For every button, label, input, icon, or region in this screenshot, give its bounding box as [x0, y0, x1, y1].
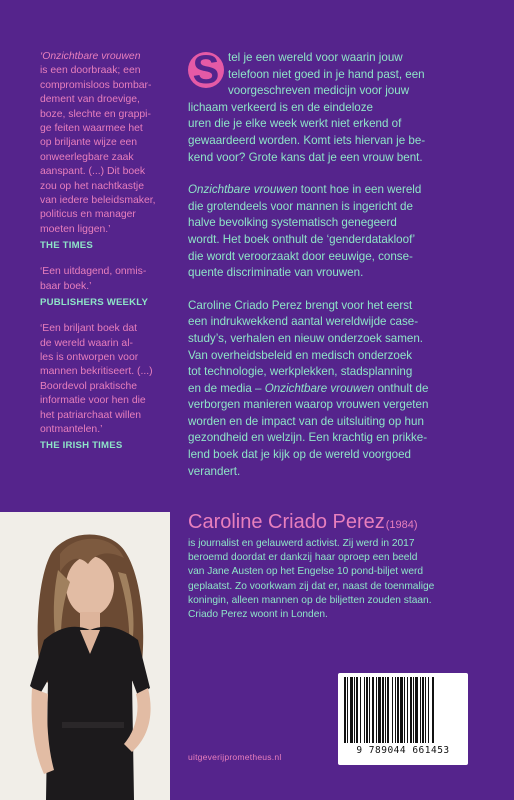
paragraph-1-text: tel je een wereld voor waarin jouw telefoon niet goed in je hand past, een voorgeschreven medicijn voor jouw lichaam verkeerd is en de eindeloze uren die je elke week werkt niet erkend of gewaardeerd worden. Komt iets hiervan je be- kend voor? Grote kans dat je een vrouw bent. [188, 51, 426, 164]
paragraph-2 [188, 182, 488, 282]
paragraph-2-text: toont hoe in een wereld die grotendeels voor mannen is ingericht de halve bevolking systematisch genegeerd wordt. Het boek onthult de ‘genderdatakloof’ die wordt veroorzaakt door eeuwige, conse- quente discriminatie van vrouwen. [188, 183, 422, 280]
author-heading [188, 510, 498, 537]
paragraph-3-text-a: Caroline Criado Perez brengt voor het eerst een indrukwekkend aantal wereldwijde case- study’s, verhalen en nieuw onderzoek samen. Van overheidsbeleid en medisch onderzoek tot technologie, werkplekken, stadsplanning en de media – [188, 298, 424, 395]
author-name: Caroline Criado Perez [188, 511, 385, 533]
book-title-italic: Onzichtbare vrouwen [188, 183, 298, 197]
author-bio: is journalist en gelauwerd activist. Zij werd in 2017 beroemd doordat er dankzij haar oproep een beeld van Jane Austen op het Engelse 10 pond-biljet werd geplaatst. Zo voorkwam zij dat er, naast de toenmalige koningin, alleen mannen op de biljetten zouden staan. Criado Perez woont in Londen. [188, 538, 435, 621]
quote-irish-times [40, 322, 180, 453]
dropcap-letter: S [188, 52, 224, 88]
book-title-italic: Onzichtbare vrouwen [264, 381, 375, 395]
quote-source: THE TIMES [40, 240, 93, 252]
quote-text [40, 50, 180, 237]
isbn-barcode [338, 673, 468, 765]
portrait-illustration [0, 512, 170, 800]
author-portrait-photo [0, 512, 170, 800]
blurb [188, 50, 488, 496]
paragraph-3 [188, 298, 488, 481]
quote-publishers-weekly [40, 265, 180, 310]
quote-text: ‘Een briljant boek dat de wereld waarin al- les is ontworpen voor mannen bekritiseert. (...) Boordevol praktische informatie voor hen die het patriarchaat willen ontmantelen.’ [40, 323, 153, 435]
barcode-bars [344, 677, 462, 743]
author-birth-year: (1984) [385, 519, 418, 531]
quote-the-times [40, 50, 180, 253]
quote-source: PUBLISHERS WEEKLY [40, 297, 149, 309]
quote-title-italic: ‘Onzichtbare vrouwen [40, 51, 141, 62]
quote-body: is een doorbraak; een compromisloos bombar- dement van droevige, boze, slechte en grappi- ge feiten waarmee het op briljante wijze een onweerlegbare zaak aanspant. (...) Dit boek zou op het nachtkastje van iedere beleidsmaker, politicus en manager moeten liggen.’ [40, 65, 156, 235]
paragraph-3-text-b: onthult de verborgen manieren waarop vrouwen vergeten worden en de impact van de uitsluiting op hun gezondheid en welzijn. Een krachtig en prikke- lend boek dat je kijk op de wereld voorgoed verandert. [188, 381, 429, 478]
isbn-number: 9 789044 661453 [356, 745, 450, 756]
paragraph-1 [188, 50, 488, 166]
quote-source: THE IRISH TIMES [40, 440, 123, 452]
publisher-website: uitgeverijprometheus.nl [188, 752, 282, 762]
quote-text: ‘Een uitdagend, onmis- baar boek.’ [40, 266, 147, 292]
review-quotes [40, 50, 180, 463]
author-info [188, 510, 498, 622]
